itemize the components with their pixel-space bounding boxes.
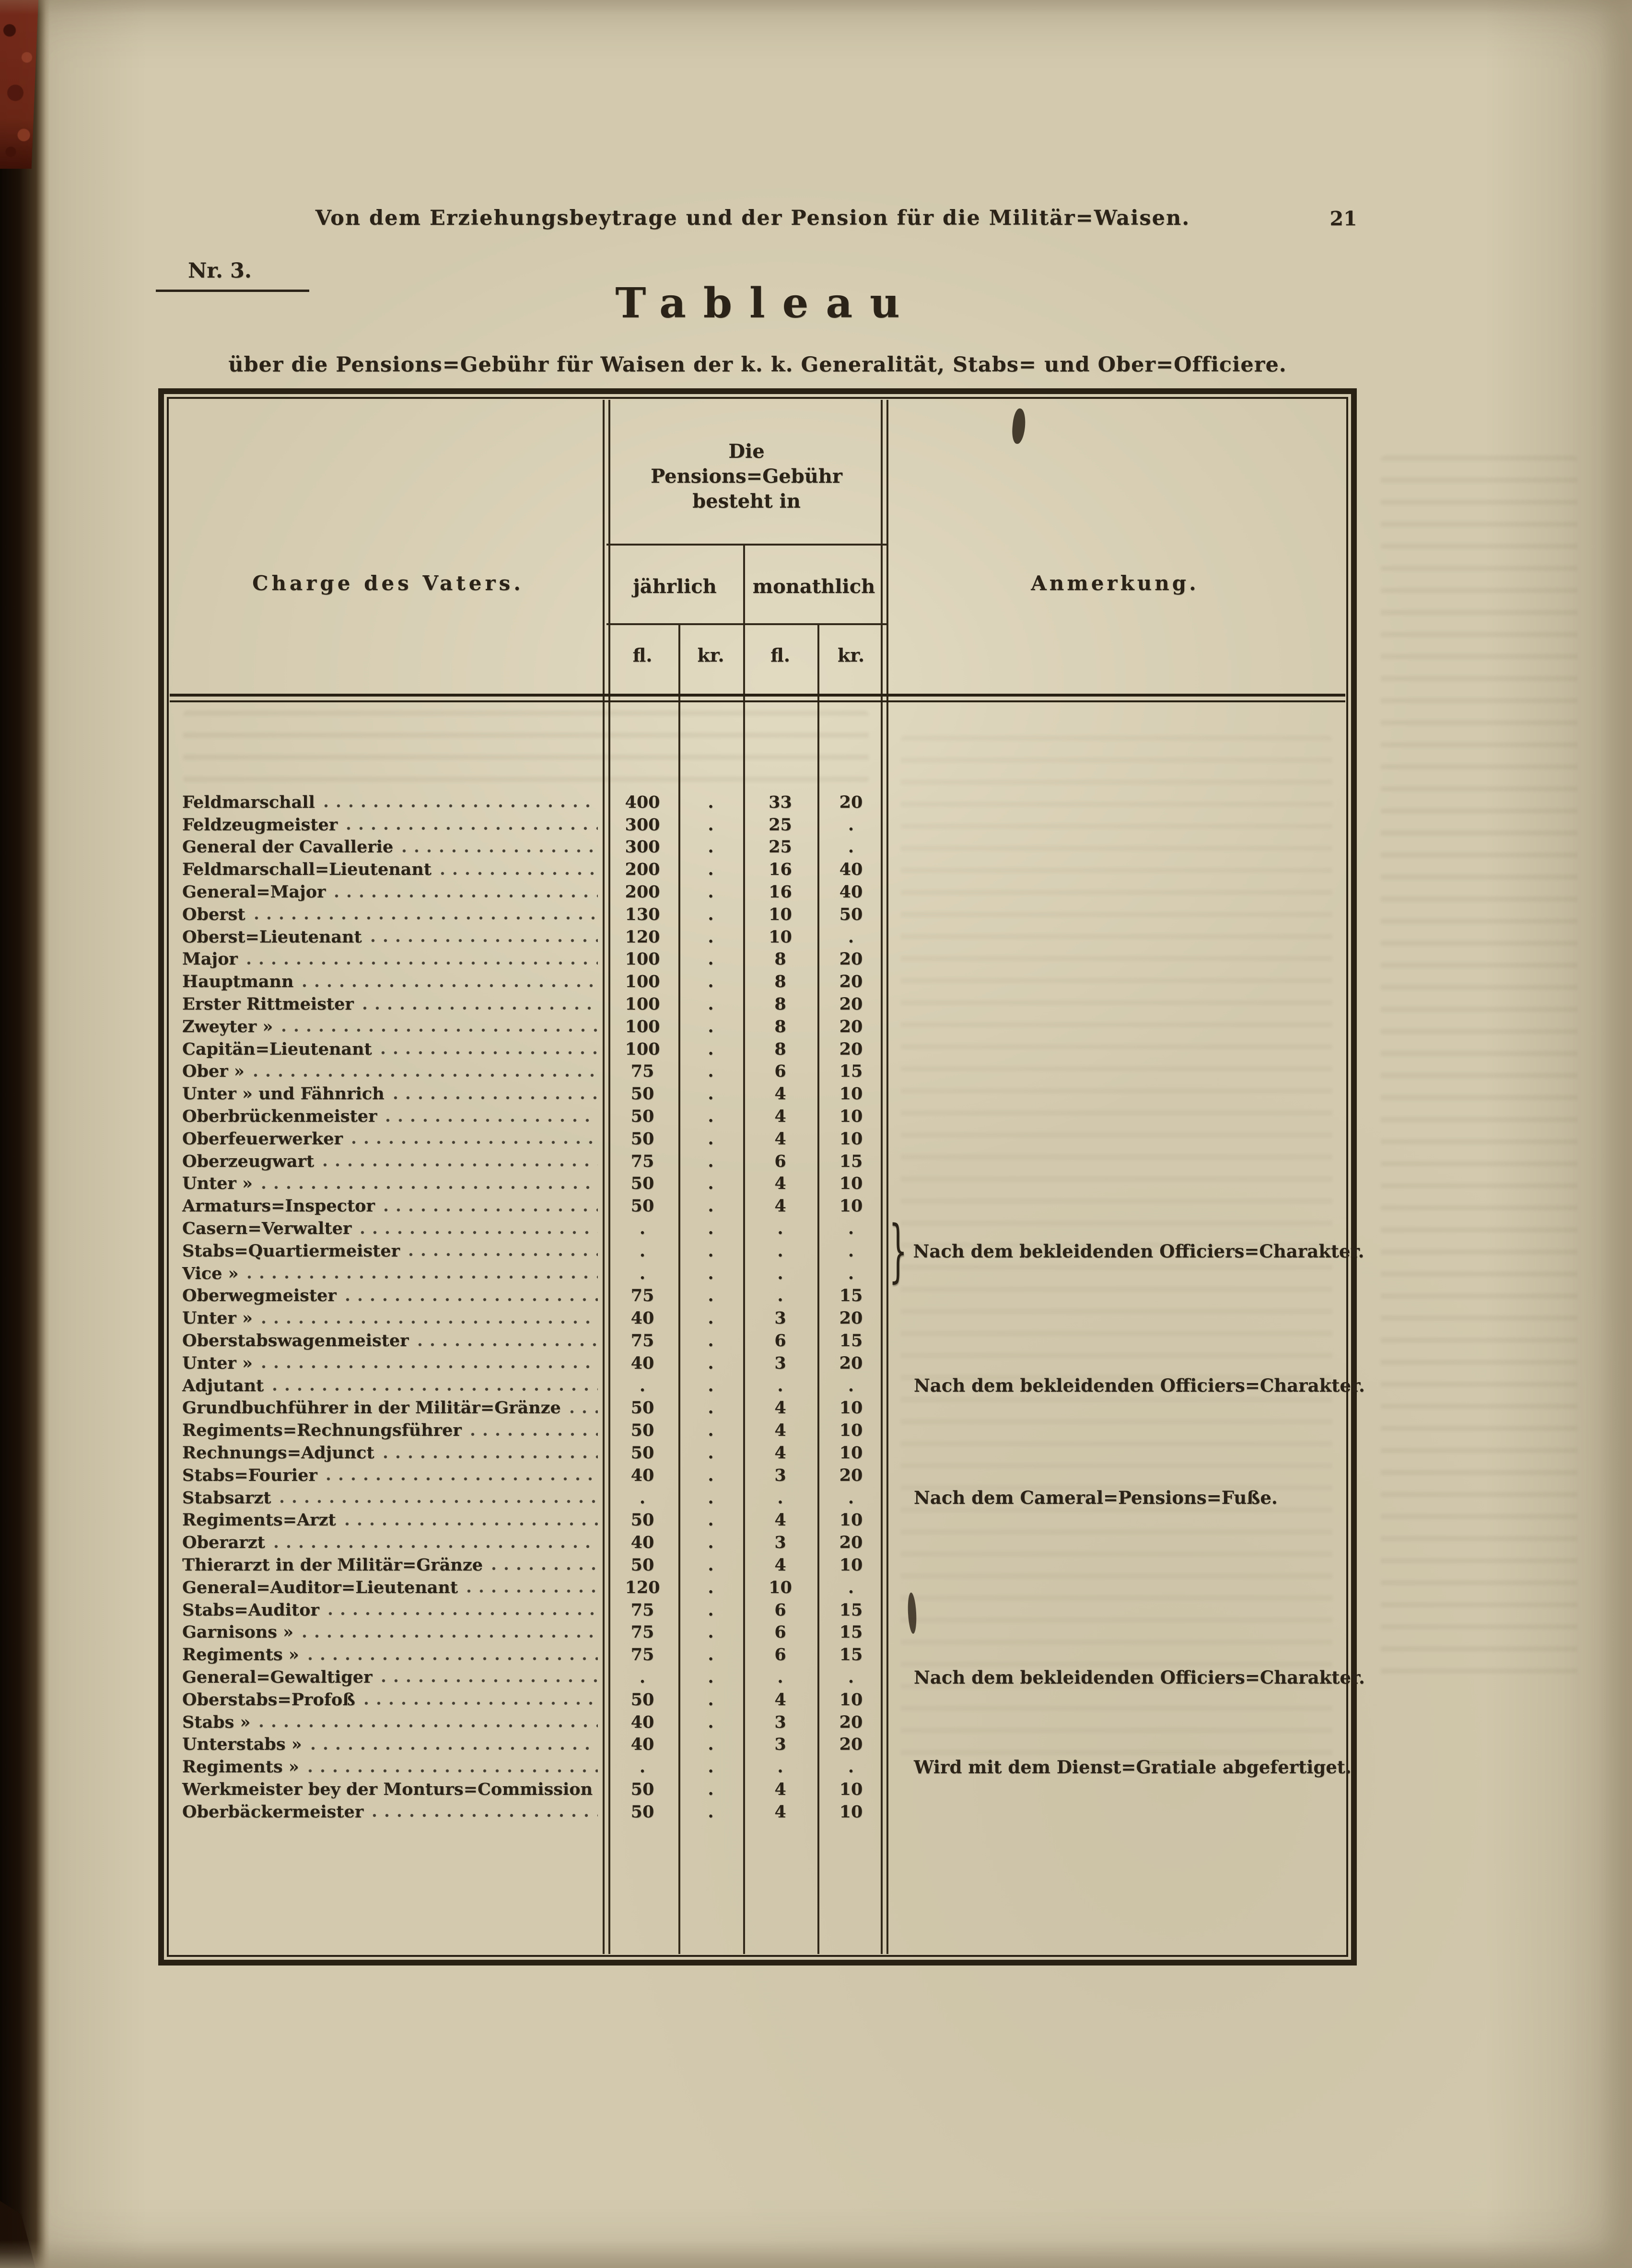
row-yearly-fl: 50 <box>630 1174 654 1194</box>
row-yearly-kr: . <box>708 1779 714 1799</box>
row-yearly-fl: 50 <box>630 1128 654 1149</box>
row-monthly-kr: 20 <box>839 1308 863 1328</box>
row-monthly-fl: 3 <box>774 1533 786 1553</box>
row-yearly-kr: . <box>708 949 714 969</box>
row-monthly-fl: . <box>777 1375 783 1396</box>
row-monthly-kr: 10 <box>839 1779 863 1799</box>
row-charge-label: Oberstabs=Profoß <box>182 1689 355 1710</box>
row-charge-label: Stabs » <box>182 1712 251 1732</box>
row-monthly-fl: 8 <box>774 994 786 1014</box>
row-yearly-fl: 50 <box>630 1196 654 1216</box>
row-monthly-kr: 20 <box>839 1353 863 1373</box>
row-charge-label: Stabsarzt <box>182 1488 271 1508</box>
row-yearly-kr: . <box>708 1061 714 1082</box>
column-header-fee-group: Die Pensions=Gebühr besteht in <box>651 440 842 512</box>
row-monthly-kr: 10 <box>839 1510 863 1530</box>
row-charge-label: Oberstabswagenmeister <box>182 1331 409 1351</box>
row-monthly-fl: 10 <box>769 1577 792 1597</box>
row-yearly-fl: . <box>639 1263 646 1283</box>
row-yearly-fl: 50 <box>630 1779 654 1799</box>
table-annotation <box>889 1211 1364 1291</box>
annotation-text: Wird mit dem Dienst=Gratiale abgefertiget. <box>914 1756 1352 1778</box>
row-yearly-fl: 50 <box>630 1802 654 1822</box>
row-yearly-fl: 200 <box>625 882 660 902</box>
row-charge-label: Regiments » <box>182 1757 299 1777</box>
row-monthly-fl: 3 <box>774 1734 786 1755</box>
row-monthly-kr: 40 <box>839 860 863 880</box>
row-yearly-fl: 120 <box>625 1577 660 1597</box>
row-yearly-fl: 40 <box>630 1308 654 1328</box>
row-monthly-kr: 20 <box>839 1734 863 1755</box>
row-yearly-kr: . <box>708 1084 714 1104</box>
row-monthly-fl: 4 <box>774 1128 786 1149</box>
row-yearly-fl: 200 <box>625 860 660 880</box>
row-monthly-kr: 10 <box>839 1802 863 1822</box>
column-header-monthly: monathlich <box>752 575 875 598</box>
row-yearly-fl: 300 <box>625 837 660 857</box>
row-yearly-fl: 50 <box>630 1084 654 1104</box>
row-charge-label: Oberzeugwart <box>182 1151 315 1171</box>
row-monthly-kr: 20 <box>839 1712 863 1732</box>
row-charge-label: Casern=Verwalter <box>182 1219 352 1239</box>
row-charge-label: Thierarzt in der Militär=Gränze <box>182 1555 483 1575</box>
row-monthly-fl: . <box>777 1488 783 1508</box>
row-yearly-kr: . <box>708 1533 714 1553</box>
row-yearly-fl: 120 <box>625 927 660 947</box>
row-charge-label: Unter » <box>182 1308 253 1328</box>
annotation-text: Nach dem bekleidenden Officiers=Charakter. <box>914 1375 1365 1396</box>
annotation-text: Nach dem bekleidenden Officiers=Charakter. <box>914 1666 1365 1688</box>
row-yearly-fl: . <box>639 1219 646 1239</box>
row-yearly-fl: 100 <box>625 1016 660 1036</box>
row-monthly-kr: 10 <box>839 1196 863 1216</box>
row-charge-label: Garnisons » <box>182 1622 294 1642</box>
row-monthly-kr: 20 <box>839 949 863 969</box>
row-yearly-kr: . <box>708 1219 714 1239</box>
row-yearly-kr: . <box>708 1600 714 1620</box>
row-yearly-kr: . <box>708 882 714 902</box>
row-yearly-kr: . <box>708 1106 714 1127</box>
row-monthly-fl: 4 <box>774 1420 786 1441</box>
row-yearly-kr: . <box>708 1443 714 1463</box>
row-charge-label: Regiments=Rechnungsführer <box>182 1420 462 1441</box>
row-yearly-kr: . <box>708 1263 714 1283</box>
row-yearly-kr: . <box>708 1241 714 1261</box>
row-charge-label: Adjutant <box>182 1375 264 1396</box>
row-yearly-kr: . <box>708 1151 714 1171</box>
row-monthly-fl: . <box>777 1263 783 1283</box>
row-monthly-kr: . <box>848 1488 854 1508</box>
row-monthly-kr: 10 <box>839 1689 863 1710</box>
row-yearly-fl: 400 <box>625 792 660 812</box>
row-monthly-kr: 20 <box>839 1039 863 1059</box>
row-yearly-kr: . <box>708 814 714 835</box>
row-monthly-kr: 10 <box>839 1128 863 1149</box>
row-monthly-kr: 15 <box>839 1061 863 1082</box>
row-yearly-kr: . <box>708 1196 714 1216</box>
row-monthly-fl: 4 <box>774 1689 786 1710</box>
row-yearly-kr: . <box>708 860 714 880</box>
row-monthly-kr: 20 <box>839 972 863 992</box>
row-monthly-fl: 6 <box>774 1151 786 1171</box>
brace-icon: } <box>889 1211 908 1291</box>
book-spine-shadow <box>0 0 50 2268</box>
row-charge-label: General=Major <box>182 882 326 902</box>
row-charge-label: Ober » <box>182 1061 245 1082</box>
row-charge-label: General der Cavallerie <box>182 837 394 857</box>
row-monthly-kr: . <box>848 1219 854 1239</box>
row-yearly-kr: . <box>708 792 714 812</box>
row-yearly-fl: 50 <box>630 1420 654 1441</box>
row-monthly-fl: 3 <box>774 1712 786 1732</box>
row-yearly-kr: . <box>708 1488 714 1508</box>
row-monthly-fl: 8 <box>774 1016 786 1036</box>
row-monthly-kr: 15 <box>839 1622 863 1642</box>
row-charge-label: Major <box>182 949 238 969</box>
row-charge-label: Unter » <box>182 1174 253 1194</box>
row-monthly-fl: 4 <box>774 1084 786 1104</box>
row-monthly-kr: 15 <box>839 1600 863 1620</box>
row-monthly-kr: 15 <box>839 1645 863 1665</box>
row-charge-label: General=Auditor=Lieutenant <box>182 1577 458 1597</box>
row-yearly-kr: . <box>708 972 714 992</box>
row-yearly-kr: . <box>708 1555 714 1575</box>
row-yearly-kr: . <box>708 1734 714 1755</box>
row-monthly-fl: 4 <box>774 1106 786 1127</box>
row-monthly-fl: 4 <box>774 1196 786 1216</box>
row-yearly-fl: . <box>639 1488 646 1508</box>
row-yearly-kr: . <box>708 994 714 1014</box>
row-monthly-kr: . <box>848 1757 854 1777</box>
row-monthly-fl: 3 <box>774 1353 786 1373</box>
row-monthly-kr: 20 <box>839 1533 863 1553</box>
row-monthly-kr: 20 <box>839 1465 863 1485</box>
row-monthly-fl: . <box>777 1286 783 1306</box>
row-monthly-fl: 6 <box>774 1600 786 1620</box>
row-yearly-fl: 50 <box>630 1106 654 1127</box>
row-charge-label: Hauptmann <box>182 972 294 992</box>
row-yearly-kr: . <box>708 1016 714 1036</box>
row-yearly-kr: . <box>708 1577 714 1597</box>
row-monthly-fl: 8 <box>774 972 786 992</box>
row-monthly-fl: 3 <box>774 1308 786 1328</box>
pension-table <box>158 388 1365 1966</box>
row-monthly-kr: . <box>848 1241 854 1261</box>
row-monthly-kr: . <box>848 1263 854 1283</box>
section-label: Nr. 3. <box>188 259 252 283</box>
row-charge-label: Stabs=Fourier <box>182 1465 317 1485</box>
page-edge-top <box>0 0 1632 14</box>
row-monthly-kr: 10 <box>839 1174 863 1194</box>
row-monthly-fl: 3 <box>774 1465 786 1485</box>
row-monthly-kr: 40 <box>839 882 863 902</box>
row-monthly-fl: . <box>777 1241 783 1261</box>
row-yearly-fl: 50 <box>630 1443 654 1463</box>
row-monthly-fl: 6 <box>774 1331 786 1351</box>
row-monthly-fl: 8 <box>774 1039 786 1059</box>
column-header-fl: fl. <box>770 644 790 666</box>
row-yearly-kr: . <box>708 1689 714 1710</box>
row-charge-label: Oberfeuerwerker <box>182 1128 343 1149</box>
row-yearly-kr: . <box>708 1375 714 1396</box>
row-charge-label: Stabs=Auditor <box>182 1600 319 1620</box>
row-monthly-kr: 50 <box>839 904 863 924</box>
row-yearly-fl: 40 <box>630 1734 654 1755</box>
page-number: 21 <box>1329 207 1357 230</box>
row-yearly-fl: 75 <box>630 1061 654 1082</box>
row-charge-label: Oberst=Lieutenant <box>182 927 362 947</box>
row-charge-label: Unter » und Fähnrich <box>182 1084 385 1104</box>
row-monthly-fl: 25 <box>769 814 792 835</box>
row-monthly-kr: 10 <box>839 1106 863 1127</box>
row-yearly-fl: . <box>639 1667 646 1687</box>
row-charge-label: Erster Rittmeister <box>182 994 354 1014</box>
row-yearly-fl: 75 <box>630 1645 654 1665</box>
row-monthly-kr: 15 <box>839 1286 863 1306</box>
row-monthly-fl: 4 <box>774 1779 786 1799</box>
row-monthly-fl: 4 <box>774 1802 786 1822</box>
row-yearly-kr: . <box>708 1398 714 1418</box>
row-yearly-kr: . <box>708 1174 714 1194</box>
column-header-kr: kr. <box>697 644 724 666</box>
row-yearly-kr: . <box>708 1331 714 1351</box>
row-yearly-fl: 40 <box>630 1533 654 1553</box>
row-charge-label: Oberst <box>182 904 245 924</box>
row-monthly-kr: . <box>848 837 854 857</box>
row-yearly-kr: . <box>708 1757 714 1777</box>
column-header-kr: kr. <box>837 644 865 666</box>
row-charge-label: Rechnungs=Adjunct <box>182 1443 374 1463</box>
row-yearly-kr: . <box>708 1286 714 1306</box>
row-yearly-kr: . <box>708 1510 714 1530</box>
row-monthly-fl: 16 <box>769 860 792 880</box>
row-monthly-kr: . <box>848 927 854 947</box>
row-monthly-kr: . <box>848 814 854 835</box>
row-yearly-kr: . <box>708 1353 714 1373</box>
row-yearly-fl: 100 <box>625 1039 660 1059</box>
row-monthly-fl: . <box>777 1667 783 1687</box>
row-yearly-kr: . <box>708 1712 714 1732</box>
row-yearly-kr: . <box>708 837 714 857</box>
page-edge-bottom <box>0 2240 1632 2268</box>
row-yearly-fl: 75 <box>630 1286 654 1306</box>
row-yearly-kr: . <box>708 904 714 924</box>
row-monthly-fl: 4 <box>774 1555 786 1575</box>
page-edge-right <box>1600 0 1632 2268</box>
row-charge-label: Oberbrückenmeister <box>182 1106 377 1127</box>
row-monthly-fl: 10 <box>769 904 792 924</box>
row-monthly-fl: 25 <box>769 837 792 857</box>
row-monthly-fl: . <box>777 1757 783 1777</box>
row-charge-label: Unter » <box>182 1353 253 1373</box>
row-monthly-fl: 4 <box>774 1443 786 1463</box>
row-charge-label: Werkmeister bey der Monturs=Commission <box>182 1779 593 1799</box>
row-charge-label: Regiments » <box>182 1645 299 1665</box>
row-yearly-kr: . <box>708 1039 714 1059</box>
table-annotation <box>914 1666 1365 1688</box>
row-yearly-fl: 50 <box>630 1689 654 1710</box>
row-yearly-fl: 50 <box>630 1398 654 1418</box>
row-yearly-kr: . <box>708 1128 714 1149</box>
row-monthly-kr: 10 <box>839 1555 863 1575</box>
table-annotation <box>914 1487 1278 1509</box>
row-yearly-kr: . <box>708 927 714 947</box>
row-monthly-fl: 6 <box>774 1645 786 1665</box>
row-monthly-kr: 15 <box>839 1331 863 1351</box>
row-charge-label: Capitän=Lieutenant <box>182 1039 372 1059</box>
row-monthly-kr: 10 <box>839 1398 863 1418</box>
row-yearly-fl: 75 <box>630 1600 654 1620</box>
column-header-fl: fl. <box>632 644 653 666</box>
showthrough-texture-margin <box>1381 455 1577 1678</box>
row-charge-label: Stabs=Quartiermeister <box>182 1241 400 1261</box>
column-header-yearly: jährlich <box>633 575 717 598</box>
row-yearly-fl: 50 <box>630 1510 654 1530</box>
row-monthly-kr: 20 <box>839 994 863 1014</box>
row-yearly-fl: 100 <box>625 972 660 992</box>
table-annotation <box>914 1374 1365 1397</box>
row-monthly-fl: 16 <box>769 882 792 902</box>
row-monthly-kr: . <box>848 1375 854 1396</box>
row-charge-label: Zweyter » <box>182 1016 273 1036</box>
row-monthly-kr: . <box>848 1577 854 1597</box>
row-monthly-fl: 8 <box>774 949 786 969</box>
document-title: Tableau <box>615 279 917 327</box>
row-monthly-fl: 4 <box>774 1174 786 1194</box>
row-yearly-fl: 100 <box>625 949 660 969</box>
column-header-charge: Charge des Vaters. <box>252 571 524 595</box>
row-charge-label: Armaturs=Inspector <box>182 1196 375 1216</box>
row-charge-label: Feldzeugmeister <box>182 814 338 835</box>
row-yearly-fl: 75 <box>630 1331 654 1351</box>
row-charge-label: Oberbäckermeister <box>182 1802 364 1822</box>
running-header: Von dem Erziehungsbeytrage und der Pension für die Militär=Waisen. <box>315 206 1190 230</box>
row-monthly-kr: 10 <box>839 1084 863 1104</box>
table-annotations <box>170 400 1365 1954</box>
row-monthly-kr: 20 <box>839 1016 863 1036</box>
row-monthly-kr: 10 <box>839 1420 863 1441</box>
row-monthly-fl: 6 <box>774 1622 786 1642</box>
row-charge-label: Vice » <box>182 1263 239 1283</box>
row-yearly-fl: . <box>639 1757 646 1777</box>
row-charge-label: Unterstabs » <box>182 1734 302 1755</box>
row-yearly-kr: . <box>708 1802 714 1822</box>
row-yearly-fl: 130 <box>625 904 660 924</box>
row-yearly-kr: . <box>708 1420 714 1441</box>
row-yearly-fl: 100 <box>625 994 660 1014</box>
annotation-text: Nach dem bekleidenden Officiers=Charakter. <box>913 1240 1364 1262</box>
document-subtitle: über die Pensions=Gebühr für Waisen der k. k. Generalität, Stabs= und Ober=Officiere. <box>228 353 1287 377</box>
row-monthly-kr: 15 <box>839 1151 863 1171</box>
row-monthly-fl: 4 <box>774 1510 786 1530</box>
row-monthly-fl: . <box>777 1219 783 1239</box>
row-yearly-fl: 40 <box>630 1712 654 1732</box>
row-yearly-fl: 75 <box>630 1151 654 1171</box>
row-yearly-fl: 75 <box>630 1622 654 1642</box>
row-monthly-kr: . <box>848 1667 854 1687</box>
row-yearly-fl: 40 <box>630 1353 654 1373</box>
row-charge-label: Oberwegmeister <box>182 1286 337 1306</box>
row-yearly-kr: . <box>708 1667 714 1687</box>
row-yearly-fl: . <box>639 1375 646 1396</box>
table-content <box>170 400 1365 1954</box>
row-yearly-kr: . <box>708 1465 714 1485</box>
column-header-note: Anmerkung. <box>1031 571 1199 595</box>
row-monthly-fl: 6 <box>774 1061 786 1082</box>
row-yearly-fl: 50 <box>630 1555 654 1575</box>
row-monthly-fl: 10 <box>769 927 792 947</box>
row-yearly-kr: . <box>708 1308 714 1328</box>
table-annotation <box>914 1756 1352 1778</box>
row-charge-label: Oberarzt <box>182 1533 265 1553</box>
row-monthly-fl: 33 <box>769 792 792 812</box>
row-charge-label: Feldmarschall=Lieutenant <box>182 860 431 880</box>
row-yearly-fl: 300 <box>625 814 660 835</box>
row-monthly-fl: 4 <box>774 1398 786 1418</box>
row-monthly-kr: 10 <box>839 1443 863 1463</box>
row-yearly-fl: 40 <box>630 1465 654 1485</box>
row-charge-label: General=Gewaltiger <box>182 1667 373 1687</box>
row-yearly-kr: . <box>708 1622 714 1642</box>
row-monthly-kr: 20 <box>839 792 863 812</box>
annotation-text: Nach dem Cameral=Pensions=Fuße. <box>914 1487 1278 1509</box>
row-charge-label: Feldmarschall <box>182 792 315 812</box>
row-yearly-kr: . <box>708 1645 714 1665</box>
row-charge-label: Grundbuchführer in der Militär=Gränze <box>182 1398 561 1418</box>
row-yearly-fl: . <box>639 1241 646 1261</box>
row-charge-label: Regiments=Arzt <box>182 1510 336 1530</box>
